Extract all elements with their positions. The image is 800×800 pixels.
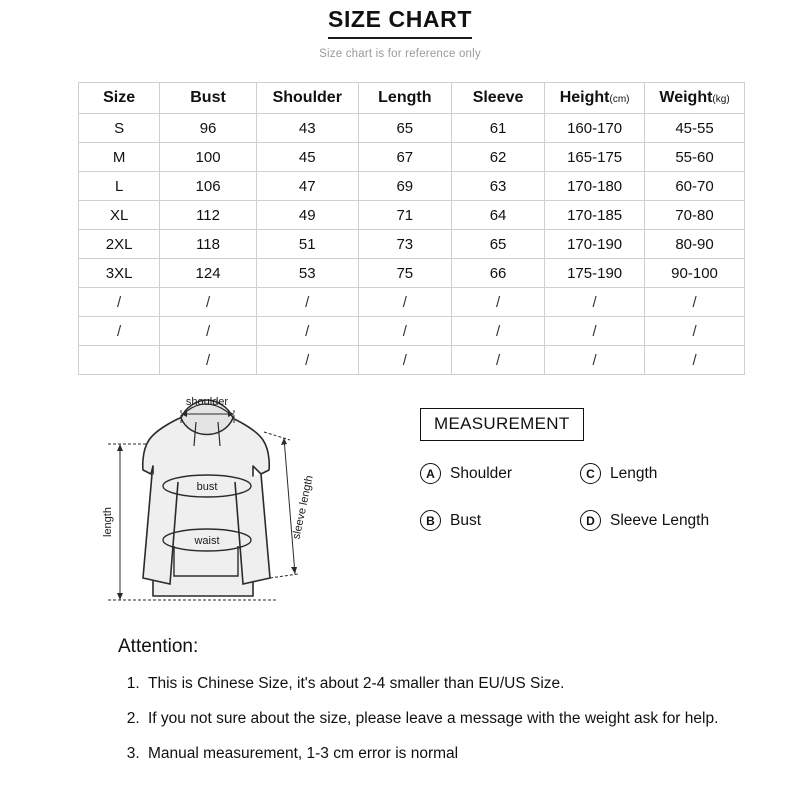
cell-length: 71 [358,201,451,230]
cell-size: 2XL [79,230,160,259]
measurement-title: MEASUREMENT [420,408,584,441]
table-row [79,143,745,172]
cell-bust: 124 [160,259,257,288]
cell-size [79,346,160,375]
cell-size: M [79,143,160,172]
cell-shoulder: 53 [256,259,358,288]
table-row [79,201,745,230]
cell-shoulder: / [256,317,358,346]
measurement-label: Sleeve Length [610,511,710,529]
cell-height: / [545,317,645,346]
table-row [79,172,745,201]
cell-shoulder: 47 [256,172,358,201]
cell-length: / [358,288,451,317]
attention-note: 1. This is Chinese Size, it's about 2-4 smaller than EU/US Size. [144,672,758,696]
garment-diagram [78,388,388,623]
attention-title: Attention: [118,636,199,657]
cell-bust: 106 [160,172,257,201]
table-row [79,230,745,259]
cell-sleeve: 62 [451,143,544,172]
cell-bust: 112 [160,201,257,230]
cell-size: XL [79,201,160,230]
hoodie-illustration [78,388,388,623]
cell-sleeve: 61 [451,114,544,143]
cell-weight: 55-60 [645,143,745,172]
cell-length: 75 [358,259,451,288]
cell-weight: 80-90 [645,230,745,259]
cell-height: 165-175 [545,143,645,172]
cell-height: 170-185 [545,201,645,230]
page-subtitle: Size chart is for reference only [319,47,481,60]
cell-sleeve: / [451,317,544,346]
cell-height: 160-170 [545,114,645,143]
column-header-shoulder: Shoulder [256,83,358,114]
cell-shoulder: 49 [256,201,358,230]
cell-sleeve: 65 [451,230,544,259]
cell-bust: 100 [160,143,257,172]
cell-size: 3XL [79,259,160,288]
cell-weight: 70-80 [645,201,745,230]
column-header-length: Length [358,83,451,114]
cell-length: 65 [358,114,451,143]
cell-weight: 45-55 [645,114,745,143]
cell-size: / [79,317,160,346]
cell-bust: / [160,288,257,317]
cell-bust: 118 [160,230,257,259]
cell-length: 73 [358,230,451,259]
size-table [78,82,745,375]
cell-bust: 96 [160,114,257,143]
cell-weight: 90-100 [645,259,745,288]
table-row [79,346,745,375]
measurement-item-shoulder [420,463,580,484]
cell-length: / [358,346,451,375]
cell-size: L [79,172,160,201]
cell-length: 69 [358,172,451,201]
cell-shoulder: 43 [256,114,358,143]
table-row [79,114,745,143]
table-header-row [79,83,745,114]
cell-height: / [545,346,645,375]
badge-d-icon: D [580,510,601,531]
label-length: length [102,507,114,537]
cell-shoulder: / [256,288,358,317]
cell-size: / [79,288,160,317]
measurement-label: Shoulder [450,464,513,482]
cell-size: S [79,114,160,143]
cell-weight: / [645,288,745,317]
cell-height: / [545,288,645,317]
measurement-item-sleeve-length [580,510,760,531]
measurement-items [420,463,760,531]
label-bust: bust [196,481,218,493]
sleeve-length-measure [264,432,298,578]
measurement-label: Length [610,464,658,482]
cell-sleeve: 66 [451,259,544,288]
cell-height: 170-190 [545,230,645,259]
cell-sleeve: 64 [451,201,544,230]
cell-height: 170-180 [545,172,645,201]
cell-weight: 60-70 [645,172,745,201]
table-row [79,317,745,346]
measurement-legend [420,408,760,531]
cell-shoulder: 45 [256,143,358,172]
measurement-item-bust [420,510,580,531]
table-body [79,114,745,375]
table-row [79,259,745,288]
cell-height: 175-190 [545,259,645,288]
cell-bust: / [160,317,257,346]
table-header [79,83,745,114]
column-header-sleeve: Sleeve [451,83,544,114]
cell-bust: / [160,346,257,375]
cell-sleeve: / [451,346,544,375]
size-table-container [78,82,745,375]
attention-note: 2. If you not sure about the size, please leave a message with the weight ask for help. [144,707,758,731]
attention-section [118,636,758,777]
cell-shoulder: / [256,346,358,375]
cell-shoulder: 51 [256,230,358,259]
cell-weight: / [645,317,745,346]
column-header-size: Size [79,83,160,114]
header [0,0,800,60]
badge-c-icon: C [580,463,601,484]
label-shoulder: shoulder [185,396,229,408]
label-waist: waist [194,535,220,547]
table-row [79,288,745,317]
column-header-weight: Weight(kg) [645,83,745,114]
cell-length: / [358,317,451,346]
label-sleeve-length: sleeve length [290,474,316,541]
column-header-height: Height(cm) [545,83,645,114]
cell-sleeve: 63 [451,172,544,201]
cell-weight: / [645,346,745,375]
badge-a-icon: A [420,463,441,484]
cell-length: 67 [358,143,451,172]
measurement-label: Bust [450,511,482,529]
attention-note: 3. Manual measurement, 1-3 cm error is normal [144,742,758,766]
column-header-bust: Bust [160,83,257,114]
measurement-item-length [580,463,760,484]
cell-sleeve: / [451,288,544,317]
attention-notes [118,672,758,766]
badge-b-icon: B [420,510,441,531]
page-title: SIZE CHART [328,6,472,39]
